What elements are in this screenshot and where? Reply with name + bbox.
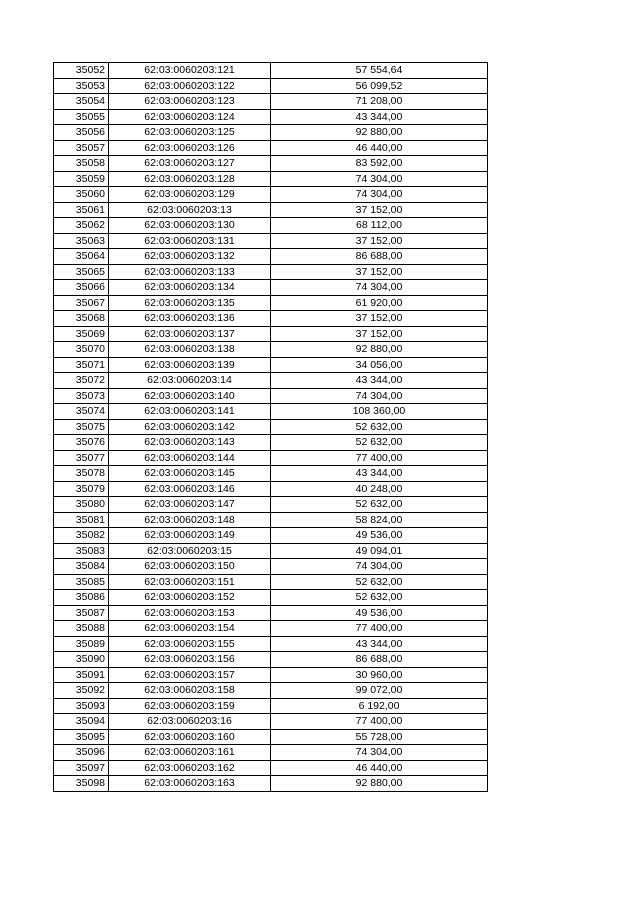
cadastral-number-cell: 62:03:0060203:16 — [109, 714, 271, 730]
cadastral-number-cell: 62:03:0060203:160 — [109, 729, 271, 745]
cadastral-number-cell: 62:03:0060203:125 — [109, 125, 271, 141]
cadastral-value-table — [53, 62, 488, 792]
row-id-cell: 35085 — [54, 574, 109, 590]
row-id-cell: 35066 — [54, 280, 109, 296]
cadastral-number-cell: 62:03:0060203:134 — [109, 280, 271, 296]
cadastral-value-cell: 57 554,64 — [271, 63, 488, 79]
cadastral-value-cell: 43 344,00 — [271, 373, 488, 389]
table-row — [54, 187, 488, 203]
row-id-cell: 35052 — [54, 63, 109, 79]
cadastral-number-cell: 62:03:0060203:121 — [109, 63, 271, 79]
cadastral-number-cell: 62:03:0060203:137 — [109, 326, 271, 342]
table-row — [54, 652, 488, 668]
table-row — [54, 63, 488, 79]
cadastral-number-cell: 62:03:0060203:158 — [109, 683, 271, 699]
cadastral-number-cell: 62:03:0060203:122 — [109, 78, 271, 94]
table-row — [54, 605, 488, 621]
cadastral-number-cell: 62:03:0060203:152 — [109, 590, 271, 606]
row-id-cell: 35061 — [54, 202, 109, 218]
cadastral-number-cell: 62:03:0060203:13 — [109, 202, 271, 218]
cadastral-number-cell: 62:03:0060203:135 — [109, 295, 271, 311]
cadastral-number-cell: 62:03:0060203:147 — [109, 497, 271, 513]
cadastral-value-cell: 49 094,01 — [271, 543, 488, 559]
row-id-cell: 35091 — [54, 667, 109, 683]
table-row — [54, 683, 488, 699]
cadastral-number-cell: 62:03:0060203:132 — [109, 249, 271, 265]
row-id-cell: 35059 — [54, 171, 109, 187]
table-row — [54, 435, 488, 451]
row-id-cell: 35070 — [54, 342, 109, 358]
table-row — [54, 109, 488, 125]
cadastral-value-cell: 68 112,00 — [271, 218, 488, 234]
table-row — [54, 543, 488, 559]
cadastral-number-cell: 62:03:0060203:126 — [109, 140, 271, 156]
row-id-cell: 35095 — [54, 729, 109, 745]
row-id-cell: 35083 — [54, 543, 109, 559]
table-body — [54, 63, 488, 792]
cadastral-number-cell: 62:03:0060203:142 — [109, 419, 271, 435]
table-row — [54, 714, 488, 730]
cadastral-value-cell: 34 056,00 — [271, 357, 488, 373]
cadastral-value-cell: 92 880,00 — [271, 776, 488, 792]
cadastral-number-cell: 62:03:0060203:130 — [109, 218, 271, 234]
row-id-cell: 35060 — [54, 187, 109, 203]
cadastral-number-cell: 62:03:0060203:124 — [109, 109, 271, 125]
cadastral-value-cell: 83 592,00 — [271, 156, 488, 172]
table-row — [54, 78, 488, 94]
row-id-cell: 35072 — [54, 373, 109, 389]
table-row — [54, 528, 488, 544]
cadastral-value-cell: 6 192,00 — [271, 698, 488, 714]
cadastral-value-cell: 52 632,00 — [271, 590, 488, 606]
row-id-cell: 35089 — [54, 636, 109, 652]
table-row — [54, 202, 488, 218]
cadastral-value-cell: 77 400,00 — [271, 450, 488, 466]
table-row — [54, 125, 488, 141]
table-row — [54, 760, 488, 776]
cadastral-value-cell: 43 344,00 — [271, 466, 488, 482]
cadastral-number-cell: 62:03:0060203:123 — [109, 94, 271, 110]
table-row — [54, 621, 488, 637]
table-row — [54, 466, 488, 482]
cadastral-value-cell: 52 632,00 — [271, 574, 488, 590]
row-id-cell: 35094 — [54, 714, 109, 730]
row-id-cell: 35053 — [54, 78, 109, 94]
table-row — [54, 140, 488, 156]
table-row — [54, 512, 488, 528]
row-id-cell: 35096 — [54, 745, 109, 761]
cadastral-value-cell: 71 208,00 — [271, 94, 488, 110]
row-id-cell: 35056 — [54, 125, 109, 141]
table-row — [54, 94, 488, 110]
cadastral-number-cell: 62:03:0060203:15 — [109, 543, 271, 559]
row-id-cell: 35092 — [54, 683, 109, 699]
table-row — [54, 419, 488, 435]
cadastral-value-cell: 74 304,00 — [271, 187, 488, 203]
table-row — [54, 745, 488, 761]
cadastral-number-cell: 62:03:0060203:127 — [109, 156, 271, 172]
cadastral-value-cell: 40 248,00 — [271, 481, 488, 497]
cadastral-number-cell: 62:03:0060203:131 — [109, 233, 271, 249]
cadastral-value-cell: 77 400,00 — [271, 714, 488, 730]
cadastral-number-cell: 62:03:0060203:141 — [109, 404, 271, 420]
row-id-cell: 35068 — [54, 311, 109, 327]
row-id-cell: 35063 — [54, 233, 109, 249]
table-row — [54, 559, 488, 575]
table-row — [54, 388, 488, 404]
row-id-cell: 35055 — [54, 109, 109, 125]
cadastral-value-cell: 43 344,00 — [271, 636, 488, 652]
row-id-cell: 35080 — [54, 497, 109, 513]
table-row — [54, 404, 488, 420]
row-id-cell: 35073 — [54, 388, 109, 404]
cadastral-number-cell: 62:03:0060203:161 — [109, 745, 271, 761]
cadastral-value-cell: 52 632,00 — [271, 497, 488, 513]
cadastral-value-cell: 86 688,00 — [271, 652, 488, 668]
cadastral-value-cell: 52 632,00 — [271, 435, 488, 451]
cadastral-number-cell: 62:03:0060203:138 — [109, 342, 271, 358]
cadastral-value-cell: 37 152,00 — [271, 202, 488, 218]
row-id-cell: 35062 — [54, 218, 109, 234]
cadastral-number-cell: 62:03:0060203:155 — [109, 636, 271, 652]
cadastral-number-cell: 62:03:0060203:151 — [109, 574, 271, 590]
row-id-cell: 35088 — [54, 621, 109, 637]
table-row — [54, 373, 488, 389]
cadastral-number-cell: 62:03:0060203:14 — [109, 373, 271, 389]
cadastral-value-cell: 43 344,00 — [271, 109, 488, 125]
cadastral-number-cell: 62:03:0060203:144 — [109, 450, 271, 466]
cadastral-number-cell: 62:03:0060203:133 — [109, 264, 271, 280]
row-id-cell: 35076 — [54, 435, 109, 451]
cadastral-number-cell: 62:03:0060203:145 — [109, 466, 271, 482]
cadastral-number-cell: 62:03:0060203:143 — [109, 435, 271, 451]
table-row — [54, 326, 488, 342]
cadastral-value-cell: 37 152,00 — [271, 311, 488, 327]
table-row — [54, 295, 488, 311]
cadastral-value-cell: 37 152,00 — [271, 326, 488, 342]
row-id-cell: 35054 — [54, 94, 109, 110]
row-id-cell: 35058 — [54, 156, 109, 172]
row-id-cell: 35067 — [54, 295, 109, 311]
cadastral-number-cell: 62:03:0060203:154 — [109, 621, 271, 637]
row-id-cell: 35081 — [54, 512, 109, 528]
row-id-cell: 35057 — [54, 140, 109, 156]
row-id-cell: 35075 — [54, 419, 109, 435]
row-id-cell: 35064 — [54, 249, 109, 265]
cadastral-value-cell: 92 880,00 — [271, 125, 488, 141]
cadastral-number-cell: 62:03:0060203:136 — [109, 311, 271, 327]
cadastral-value-cell: 30 960,00 — [271, 667, 488, 683]
row-id-cell: 35098 — [54, 776, 109, 792]
table-row — [54, 218, 488, 234]
cadastral-number-cell: 62:03:0060203:157 — [109, 667, 271, 683]
table-row — [54, 450, 488, 466]
cadastral-value-cell: 86 688,00 — [271, 249, 488, 265]
table-row — [54, 249, 488, 265]
cadastral-number-cell: 62:03:0060203:128 — [109, 171, 271, 187]
cadastral-value-cell: 46 440,00 — [271, 760, 488, 776]
cadastral-value-cell: 46 440,00 — [271, 140, 488, 156]
cadastral-number-cell: 62:03:0060203:139 — [109, 357, 271, 373]
table-row — [54, 776, 488, 792]
cadastral-value-cell: 49 536,00 — [271, 605, 488, 621]
table-row — [54, 264, 488, 280]
cadastral-number-cell: 62:03:0060203:140 — [109, 388, 271, 404]
row-id-cell: 35090 — [54, 652, 109, 668]
row-id-cell: 35097 — [54, 760, 109, 776]
cadastral-value-cell: 37 152,00 — [271, 264, 488, 280]
cadastral-value-cell: 52 632,00 — [271, 419, 488, 435]
cadastral-number-cell: 62:03:0060203:156 — [109, 652, 271, 668]
table-row — [54, 481, 488, 497]
cadastral-value-cell: 99 072,00 — [271, 683, 488, 699]
row-id-cell: 35093 — [54, 698, 109, 714]
cadastral-value-cell: 74 304,00 — [271, 171, 488, 187]
cadastral-value-cell: 77 400,00 — [271, 621, 488, 637]
row-id-cell: 35065 — [54, 264, 109, 280]
table-row — [54, 667, 488, 683]
table-row — [54, 357, 488, 373]
cadastral-number-cell: 62:03:0060203:149 — [109, 528, 271, 544]
cadastral-number-cell: 62:03:0060203:163 — [109, 776, 271, 792]
cadastral-number-cell: 62:03:0060203:153 — [109, 605, 271, 621]
table-row — [54, 729, 488, 745]
cadastral-value-cell: 56 099,52 — [271, 78, 488, 94]
table-row — [54, 590, 488, 606]
row-id-cell: 35077 — [54, 450, 109, 466]
table-row — [54, 311, 488, 327]
cadastral-value-cell: 74 304,00 — [271, 388, 488, 404]
row-id-cell: 35078 — [54, 466, 109, 482]
cadastral-number-cell: 62:03:0060203:129 — [109, 187, 271, 203]
cadastral-value-cell: 58 824,00 — [271, 512, 488, 528]
table-row — [54, 636, 488, 652]
cadastral-number-cell: 62:03:0060203:148 — [109, 512, 271, 528]
cadastral-number-cell: 62:03:0060203:146 — [109, 481, 271, 497]
table-row — [54, 698, 488, 714]
cadastral-number-cell: 62:03:0060203:159 — [109, 698, 271, 714]
table-row — [54, 497, 488, 513]
cadastral-value-cell: 49 536,00 — [271, 528, 488, 544]
row-id-cell: 35087 — [54, 605, 109, 621]
table-row — [54, 171, 488, 187]
cadastral-value-cell: 61 920,00 — [271, 295, 488, 311]
cadastral-value-cell: 74 304,00 — [271, 559, 488, 575]
table-row — [54, 574, 488, 590]
row-id-cell: 35074 — [54, 404, 109, 420]
row-id-cell: 35086 — [54, 590, 109, 606]
cadastral-number-cell: 62:03:0060203:162 — [109, 760, 271, 776]
cadastral-value-cell: 74 304,00 — [271, 745, 488, 761]
cadastral-value-cell: 55 728,00 — [271, 729, 488, 745]
cadastral-value-cell: 74 304,00 — [271, 280, 488, 296]
cadastral-value-cell: 92 880,00 — [271, 342, 488, 358]
table-row — [54, 280, 488, 296]
row-id-cell: 35084 — [54, 559, 109, 575]
table-row — [54, 233, 488, 249]
row-id-cell: 35082 — [54, 528, 109, 544]
row-id-cell: 35071 — [54, 357, 109, 373]
cadastral-value-cell: 108 360,00 — [271, 404, 488, 420]
cadastral-number-cell: 62:03:0060203:150 — [109, 559, 271, 575]
cadastral-value-cell: 37 152,00 — [271, 233, 488, 249]
row-id-cell: 35069 — [54, 326, 109, 342]
table-row — [54, 342, 488, 358]
row-id-cell: 35079 — [54, 481, 109, 497]
table-row — [54, 156, 488, 172]
